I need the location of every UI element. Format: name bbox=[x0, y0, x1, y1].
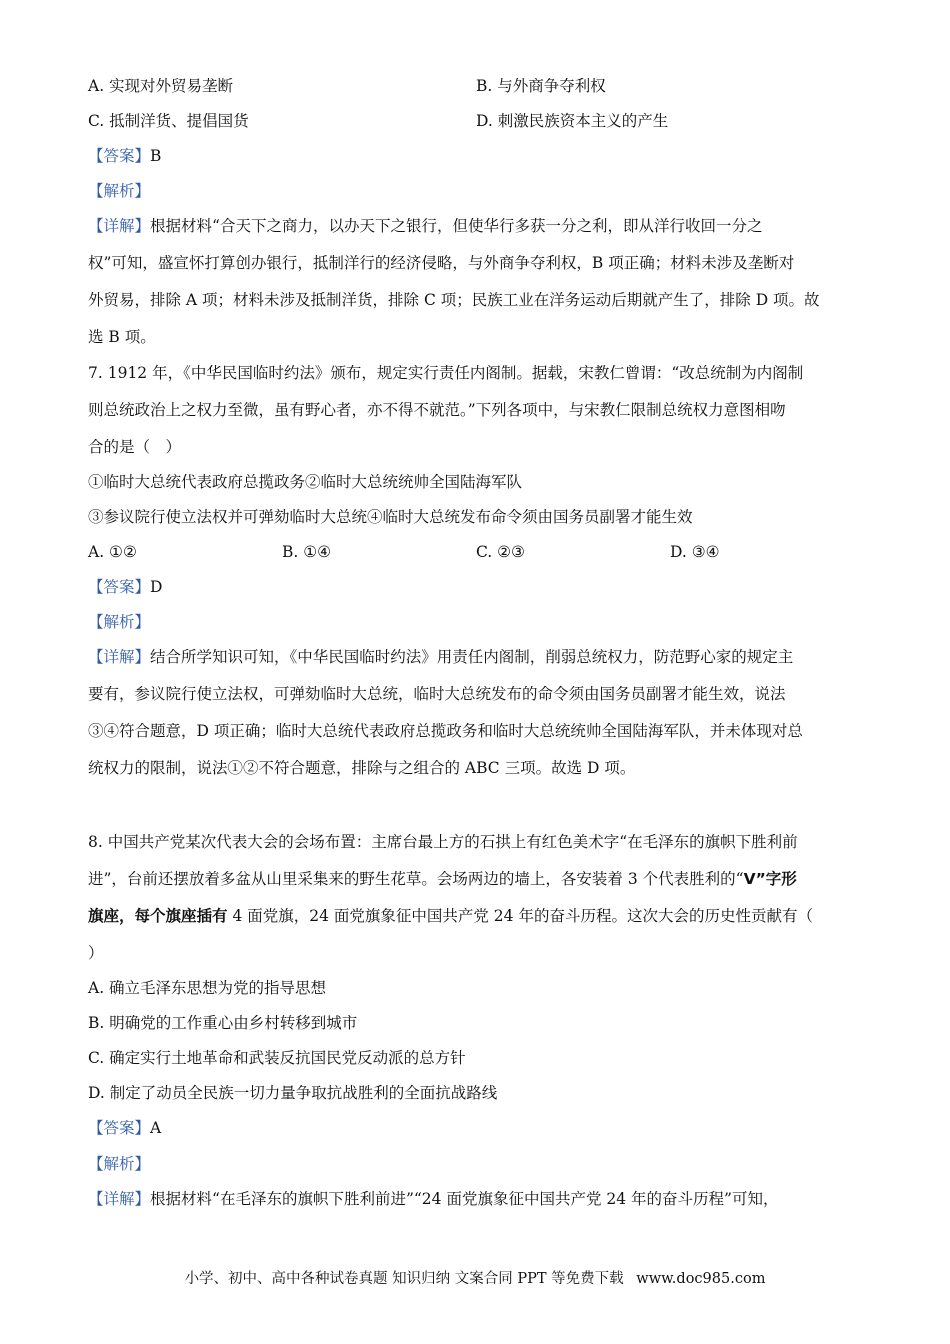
q8-detail-line bbox=[88, 1188, 778, 1210]
answer-value: A bbox=[150, 1119, 162, 1137]
answer-tag: 【答案】 bbox=[88, 1119, 151, 1137]
q7-option-d: D. ③④ bbox=[670, 543, 720, 561]
q6-option-c: C. 抵制洋货、提倡国货 bbox=[88, 112, 249, 130]
q7-option-a: A. ①② bbox=[88, 543, 137, 561]
q8-analysis-heading bbox=[88, 1153, 150, 1175]
detail-text: 根据材料“在毛泽东的旗帜下胜利前进”“24 面党旗象征中国共产党 24 年的奋斗历程”可知， bbox=[150, 1190, 779, 1208]
q7-option-b: B. ①④ bbox=[282, 543, 332, 561]
q8-answer bbox=[88, 1117, 161, 1139]
q8-stem-line: ） bbox=[88, 944, 104, 962]
q7-stem-line: 7. 1912 年，《中华民国临时约法》颁布，规定实行责任内阁制。据载，宋教仁曾谓：“改总统制为内阁制 bbox=[88, 364, 804, 382]
q8-option-c: C. 确定实行土地革命和武装反抗国民党反动派的总方针 bbox=[88, 1049, 466, 1067]
answer-value: B bbox=[150, 147, 162, 165]
page-footer bbox=[0, 1268, 950, 1290]
q6-analysis-heading bbox=[88, 180, 150, 202]
q8-stem-line bbox=[88, 868, 797, 890]
q8-option-a: A. 确立毛泽东思想为党的指导思想 bbox=[88, 979, 327, 997]
q7-item-line: ①临时大总统代表政府总揽政务②临时大总统统帅全国陆海军队 bbox=[88, 473, 523, 491]
q7-stem-line: 则总统政治上之权力至微，虽有野心者，亦不得不就范。”下列各项中，与宋教仁限制总统权力意图相吻 bbox=[88, 401, 786, 419]
q6-answer bbox=[88, 145, 161, 167]
q8-option-d: D. 制定了动员全民族一切力量争取抗战胜利的全面抗战路线 bbox=[88, 1084, 498, 1102]
q6-option-a: A. 实现对外贸易垄断 bbox=[88, 77, 234, 95]
q6-detail-line: 外贸易，排除 A 项；材料未涉及抵制洋货，排除 C 项；民族工业在洋务运动后期就产生了，排除 D 项。故 bbox=[88, 291, 820, 309]
q7-detail-line: 要有，参议院行使立法权，可弹劾临时大总统，临时大总统发布的命令须由国务员副署才能生效，说法 bbox=[88, 685, 786, 703]
q8-stem-bold-text: 旗座，每个旗座插有 bbox=[88, 907, 228, 925]
q6-option-d: D. 刺激民族资本主义的产生 bbox=[476, 112, 669, 130]
q8-stem-line: 8. 中国共产党某次代表大会的会场布置：主席台最上方的石拱上有红色美术字“在毛泽东的旗帜下胜利前 bbox=[88, 833, 798, 851]
answer-tag: 【答案】 bbox=[88, 578, 151, 596]
q8-stem-bold-text: V”字形 bbox=[743, 870, 797, 888]
q7-detail-line: ③④符合题意，D 项正确；临时大总统代表政府总揽政务和临时大总统统帅全国陆海军队，并未体现对总 bbox=[88, 722, 803, 740]
q6-detail-line bbox=[88, 215, 762, 237]
detail-tag: 【详解】 bbox=[88, 1190, 151, 1208]
q6-detail-line: 选 B 项。 bbox=[88, 328, 156, 346]
q7-stem-line: 合的是（ ） bbox=[88, 438, 182, 456]
analysis-tag: 【解析】 bbox=[88, 182, 151, 200]
footer-site-link[interactable]: www.doc985.com bbox=[636, 1271, 766, 1287]
q7-answer bbox=[88, 576, 162, 598]
q8-stem-text: 4 面党旗，24 面党旗象征中国共产党 24 年的奋斗历程。这次大会的历史性贡献有（ bbox=[227, 907, 813, 925]
detail-text: 根据材料“合天下之商力，以办天下之银行，但使华行多获一分之利，即从洋行收回一分之 bbox=[150, 217, 763, 235]
q7-detail-line bbox=[88, 646, 793, 668]
answer-tag: 【答案】 bbox=[88, 147, 151, 165]
analysis-tag: 【解析】 bbox=[88, 1155, 151, 1173]
q7-detail-line: 统权力的限制，说法①②不符合题意，排除与之组合的 ABC 三项。故选 D 项。 bbox=[88, 759, 636, 777]
q7-item-line: ③参议院行使立法权并可弹劾临时大总统④临时大总统发布命令须由国务员副署才能生效 bbox=[88, 508, 693, 526]
detail-tag: 【详解】 bbox=[88, 217, 151, 235]
detail-text: 结合所学知识可知，《中华民国临时约法》用责任内阁制，削弱总统权力，防范野心家的规定主 bbox=[150, 648, 794, 666]
detail-tag: 【详解】 bbox=[88, 648, 151, 666]
answer-value: D bbox=[150, 578, 163, 596]
q8-stem-line bbox=[88, 905, 813, 927]
footer-text: 小学、初中、高中各种试卷真题 知识归纳 文案合同 PPT 等免费下载 bbox=[184, 1271, 624, 1287]
q8-option-b: B. 明确党的工作重心由乡村转移到城市 bbox=[88, 1014, 358, 1032]
q8-stem-text: 进”，台前还摆放着多盆从山里采集来的野生花草。会场两边的墙上，各安装着 3 个代表胜利的“ bbox=[88, 870, 744, 888]
q6-detail-line: 权”可知，盛宣怀打算创办银行，抵制洋行的经济侵略，与外商争夺利权，B 项正确；材料未涉及垄断对 bbox=[88, 254, 795, 272]
q7-analysis-heading bbox=[88, 611, 150, 633]
q7-option-c: C. ②③ bbox=[476, 543, 525, 561]
q6-option-b: B. 与外商争夺利权 bbox=[476, 77, 606, 95]
analysis-tag: 【解析】 bbox=[88, 613, 151, 631]
